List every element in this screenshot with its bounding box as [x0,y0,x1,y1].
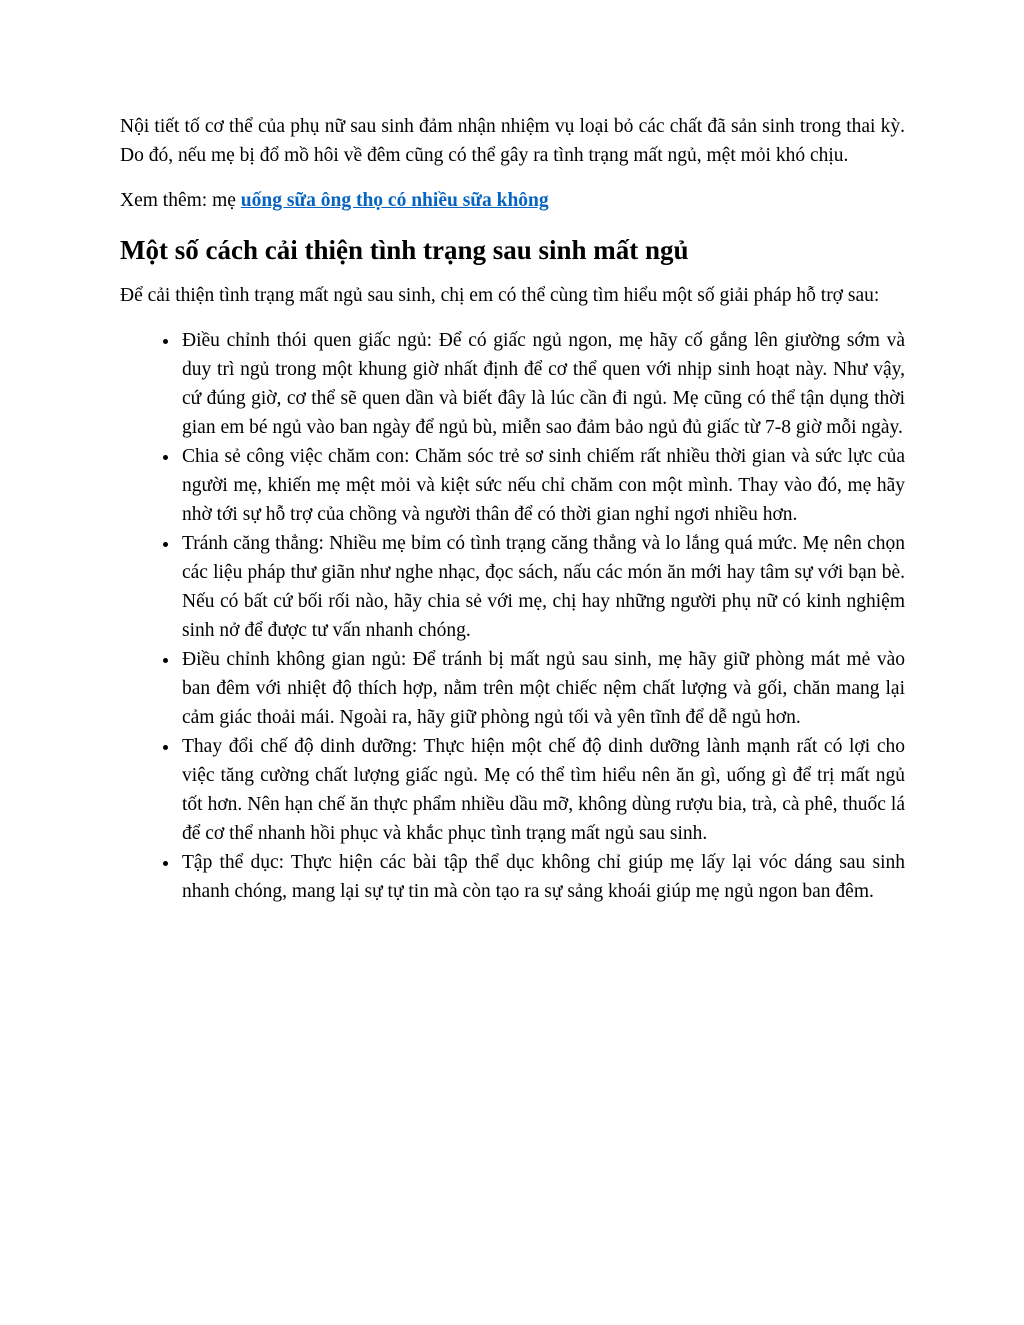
paragraph-hormones: Nội tiết tố cơ thể của phụ nữ sau sinh đảm nhận nhiệm vụ loại bỏ các chất đã sản sinh trong thai kỳ. Do đó, nếu mẹ bị đổ mồ hôi về đêm cũng có thể gây ra tình trạng mất ngủ, mệt mỏi khó chịu. [120,116,905,166]
see-more-prefix: Xem thêm: mẹ [120,190,241,211]
list-item-sleep-environment: • Điều chỉnh không gian ngủ: Để tránh bị mất ngủ sau sinh, mẹ hãy giữ phòng mát mẻ vào ban đêm với nhiệt độ thích hợp, nằm trên một chiếc nệm chất lượng và gối, chăn mang lại cảm giác thoải mái. Ngoài ra, hãy giữ phòng ngủ tối và yên tĩnh để dễ ngủ hơn. [180,645,905,732]
tips-list [120,326,905,906]
list-item-exercise: • Tập thể dục: Thực hiện các bài tập thể dục không chỉ giúp mẹ lấy lại vóc dáng sau sinh nhanh chóng, mang lại sự tự tin mà còn tạo ra sự sảng khoái giúp mẹ ngủ ngon ban đêm. [180,848,905,906]
list-item-nutrition: • Thay đổi chế độ dinh dưỡng: Thực hiện một chế độ dinh dưỡng lành mạnh rất có lợi cho việc tăng cường chất lượng giấc ngủ. Mẹ có thể tìm hiểu nên ăn gì, uống gì để trị mất ngủ tốt hơn. Nên hạn chế ăn thực phẩm nhiều dầu mỡ, không dùng rượu bia, trà, cà phê, thuốc lá để cơ thể nhanh hồi phục và khắc phục tình trạng mất ngủ sau sinh. [180,732,905,848]
see-more-link[interactable]: uống sữa ông thọ có nhiều sữa không [240,190,549,211]
list-item-share-childcare: • Chia sẻ công việc chăm con: Chăm sóc trẻ sơ sinh chiếm rất nhiều thời gian và sức lực của người mẹ, khiến mẹ mệt mỏi và kiệt sức nếu chỉ chăm con một mình. Thay vào đó, mẹ hãy nhờ tới sự hỗ trợ của chồng và người thân để có thời gian nghỉ ngơi nhiều hơn. [180,442,905,529]
see-more-line [120,186,905,215]
section-heading: Một số cách cải thiện tình trạng sau sinh mất ngủ [120,235,689,265]
intro-paragraph: Để cải thiện tình trạng mất ngủ sau sinh, chị em có thể cùng tìm hiểu một số giải pháp hỗ trợ sau: [120,285,880,306]
list-item-avoid-stress: • Tránh căng thẳng: Nhiều mẹ bỉm có tình trạng căng thẳng và lo lắng quá mức. Mẹ nên chọn các liệu pháp thư giãn như nghe nhạc, đọc sách, nấu các món ăn mới hay tâm sự với bạn bè. Nếu có bất cứ bối rối nào, hãy chia sẻ với mẹ, chị hay những người phụ nữ có kinh nghiệm sinh nở để được tư vấn nhanh chóng. [180,529,905,645]
list-item-sleep-habits: • Điều chỉnh thói quen giấc ngủ: Để có giấc ngủ ngon, mẹ hãy cố gắng lên giường sớm và duy trì ngủ trong một khung giờ nhất định để cơ thể quen với nhịp sinh hoạt này. Như vậy, cứ đúng giờ, cơ thể sẽ quen dần và biết đây là lúc cần đi ngủ. Mẹ cũng có thể tận dụng thời gian em bé ngủ vào ban ngày để ngủ bù, miễn sao đảm bảo ngủ đủ giấc từ 7-8 giờ mỗi ngày. [180,326,905,442]
